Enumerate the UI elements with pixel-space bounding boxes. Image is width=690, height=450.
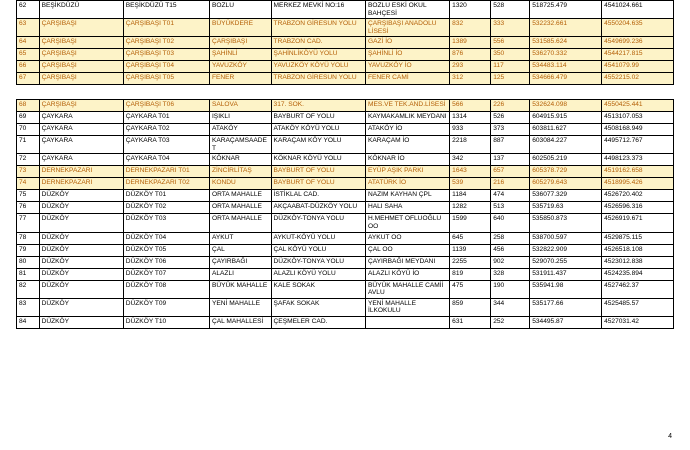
cell-bina: KAYMAKAMLIK MEYDANI xyxy=(365,112,449,124)
table-row xyxy=(17,1,674,19)
cell-y: 4526919.671 xyxy=(602,214,674,232)
cell-no: 75 xyxy=(17,190,40,202)
cell-bina: ALAZLI KÖYÜ İO xyxy=(365,268,449,280)
cell-cad: ATAKÖY KÖYÜ YOLU xyxy=(271,124,365,136)
cell-bina: ÇARŞIBAŞI ANADOLU LİSESİ xyxy=(365,19,449,37)
cell-x: 535719.63 xyxy=(530,202,602,214)
cell-y: 4526518.108 xyxy=(602,244,674,256)
cell-cad: ŞAFAK SOKAK xyxy=(271,298,365,316)
cell-mah: ÇAL xyxy=(209,244,271,256)
cell-kod: ÇAYKARA T01 xyxy=(123,112,209,124)
page-number: 4 xyxy=(668,433,672,440)
cell-kod: DÜZKÖY T01 xyxy=(123,190,209,202)
cell-a2: 216 xyxy=(491,178,530,190)
cell-bina: ÇAYIRBAĞI MEYDANI xyxy=(365,256,449,268)
cell-ilce: ÇARŞIBAŞI xyxy=(39,73,123,85)
table-row xyxy=(17,202,674,214)
table-row xyxy=(17,73,674,85)
cell-a2: 902 xyxy=(491,256,530,268)
cell-cad: ÇEŞMELER CAD. xyxy=(271,316,365,328)
cell-a1: 312 xyxy=(450,73,491,85)
cell-mah: ÇAYIRBAĞI xyxy=(209,256,271,268)
cell-ilce: BEŞİKDÜZÜ xyxy=(39,1,123,19)
cell-y: 4527031.42 xyxy=(602,316,674,328)
cell-y: 4529875.115 xyxy=(602,232,674,244)
cell-y: 4513107.053 xyxy=(602,112,674,124)
cell-mah: KÖKNAR xyxy=(209,154,271,166)
cell-no: 62 xyxy=(17,1,40,19)
cell-a2: 252 xyxy=(491,316,530,328)
cell-a1: 566 xyxy=(450,100,491,112)
cell-a2: 258 xyxy=(491,232,530,244)
cell-kod: DÜZKÖY T07 xyxy=(123,268,209,280)
cell-kod: DÜZKÖY T05 xyxy=(123,244,209,256)
cell-y: 4527462.37 xyxy=(602,280,674,298)
cell-y: 4526596.316 xyxy=(602,202,674,214)
table-row xyxy=(17,214,674,232)
cell-bina: FENER CAMİ xyxy=(365,73,449,85)
table-row xyxy=(17,268,674,280)
cell-a1: 342 xyxy=(450,154,491,166)
cell-x: 603084.227 xyxy=(530,136,602,154)
cell-kod: DÜZKÖY T09 xyxy=(123,298,209,316)
cell-ilce: DÜZKÖY xyxy=(39,232,123,244)
cell-mah: BÜYÜKDERE xyxy=(209,19,271,37)
cell-kod: ÇARŞIBAŞI T04 xyxy=(123,61,209,73)
cell-y: 4525485.57 xyxy=(602,298,674,316)
cell-cad: İSTİKLAL CAD. xyxy=(271,190,365,202)
cell-a2: 526 xyxy=(491,112,530,124)
cell-mah: ORTA MAHALLE xyxy=(209,202,271,214)
cell-cad: BAYBURT OF YOLU xyxy=(271,166,365,178)
cell-x: 518725.479 xyxy=(530,1,602,19)
cell-y: 4518995.426 xyxy=(602,178,674,190)
cell-bina: ATATÜRK İO xyxy=(365,178,449,190)
cell-a2: 556 xyxy=(491,37,530,49)
cell-ilce: ÇAYKARA xyxy=(39,112,123,124)
cell-kod: DÜZKÖY T04 xyxy=(123,232,209,244)
cell-ilce: ÇARŞIBAŞI xyxy=(39,61,123,73)
cell-y: 4541079.99 xyxy=(602,61,674,73)
cell-bina: BÜYÜK MAHALLE CAMİİ AVLU xyxy=(365,280,449,298)
cell-no: 83 xyxy=(17,298,40,316)
cell-x: 603811.627 xyxy=(530,124,602,136)
cell-x: 532232.661 xyxy=(530,19,602,37)
cell-x: 535177.66 xyxy=(530,298,602,316)
cell-kod: DÜZKÖY T02 xyxy=(123,202,209,214)
table-row xyxy=(17,19,674,37)
cell-bina: NAZIM KAYHAN ÇPL xyxy=(365,190,449,202)
cell-a1: 1599 xyxy=(450,214,491,232)
cell-x: 532624.098 xyxy=(530,100,602,112)
cell-cad: DÜZKÖY-TONYA YOLU xyxy=(271,256,365,268)
cell-ilce: DÜZKÖY xyxy=(39,190,123,202)
cell-no: 73 xyxy=(17,166,40,178)
table-row xyxy=(17,178,674,190)
cell-cad: AKÇAABAT-DÜZKÖY YOLU xyxy=(271,202,365,214)
cell-ilce: DERNEKPAZARI xyxy=(39,166,123,178)
cell-kod: BEŞİKDÜZÜ T15 xyxy=(123,1,209,19)
cell-mah: BÜYÜK MAHALLE xyxy=(209,280,271,298)
cell-cad: 317. SOK. xyxy=(271,100,365,112)
cell-mah: ALAZLI xyxy=(209,268,271,280)
cell-no: 68 xyxy=(17,100,40,112)
cell-mah: ATAKÖY xyxy=(209,124,271,136)
cell-no: 64 xyxy=(17,37,40,49)
table-row xyxy=(17,49,674,61)
cell-cad: MERKEZ MEVKİ NO:16 xyxy=(271,1,365,19)
cell-x: 605378.729 xyxy=(530,166,602,178)
cell-ilce: ÇAYKARA xyxy=(39,136,123,154)
cell-a2: 125 xyxy=(491,73,530,85)
cell-a1: 1184 xyxy=(450,190,491,202)
cell-cad: TRABZON GİRESUN YOLU xyxy=(271,73,365,85)
cell-kod: ÇAYKARA T03 xyxy=(123,136,209,154)
cell-a2: 456 xyxy=(491,244,530,256)
cell-kod: ÇARŞIBAŞI T06 xyxy=(123,100,209,112)
cell-cad: TRABZON CAD. xyxy=(271,37,365,49)
cell-kod: ÇARŞIBAŞI T03 xyxy=(123,49,209,61)
cell-ilce: ÇARŞIBAŞI xyxy=(39,49,123,61)
cell-ilce: DÜZKÖY xyxy=(39,202,123,214)
cell-x: 531585.624 xyxy=(530,37,602,49)
cell-a2: 640 xyxy=(491,214,530,232)
cell-x: 538700.597 xyxy=(530,232,602,244)
cell-x: 535850.873 xyxy=(530,214,602,232)
cell-no: 80 xyxy=(17,256,40,268)
cell-ilce: DÜZKÖY xyxy=(39,244,123,256)
cell-a1: 1282 xyxy=(450,202,491,214)
cell-ilce: ÇAYKARA xyxy=(39,154,123,166)
cell-a2: 117 xyxy=(491,61,530,73)
cell-x: 535941.98 xyxy=(530,280,602,298)
cell-mah: FENER xyxy=(209,73,271,85)
cell-a1: 1643 xyxy=(450,166,491,178)
cell-x: 529070.255 xyxy=(530,256,602,268)
cell-kod: ÇARŞIBAŞI T05 xyxy=(123,73,209,85)
cell-no: 77 xyxy=(17,214,40,232)
cell-bina: BOZLU ESKİ OKUL BAHÇESİ xyxy=(365,1,449,19)
cell-a2: 333 xyxy=(491,19,530,37)
cell-cad: KÖKNAR KÖYÜ YOLU xyxy=(271,154,365,166)
cell-cad: TRABZON GİRESUN YOLU xyxy=(271,19,365,37)
cell-bina: KÖKNAR İO xyxy=(365,154,449,166)
table-row xyxy=(17,100,674,112)
cell-kod: DÜZKÖY T03 xyxy=(123,214,209,232)
cell-mah: ZİNCİRLİTAŞ xyxy=(209,166,271,178)
cell-y: 4526720.402 xyxy=(602,190,674,202)
cell-a1: 1314 xyxy=(450,112,491,124)
cell-kod: DERNEKPAZARI T02 xyxy=(123,178,209,190)
cell-bina: ÇAL OO xyxy=(365,244,449,256)
cell-a1: 1389 xyxy=(450,37,491,49)
cell-ilce: DÜZKÖY xyxy=(39,316,123,328)
cell-ilce: DÜZKÖY xyxy=(39,256,123,268)
cell-a1: 1139 xyxy=(450,244,491,256)
cell-mah: KARAÇAMSAADET xyxy=(209,136,271,154)
table-row xyxy=(17,61,674,73)
cell-a2: 887 xyxy=(491,136,530,154)
cell-bina: H.MEHMET OFLUOĞLU OO xyxy=(365,214,449,232)
cell-x: 532822.909 xyxy=(530,244,602,256)
cell-mah: YENİ MAHALLE xyxy=(209,298,271,316)
cell-kod: DÜZKÖY T08 xyxy=(123,280,209,298)
cell-cad: BAYBURT OF YOLU xyxy=(271,112,365,124)
cell-a2: 226 xyxy=(491,100,530,112)
cell-a2: 190 xyxy=(491,280,530,298)
cell-x: 534483.114 xyxy=(530,61,602,73)
cell-mah: ORTA MAHALLE xyxy=(209,190,271,202)
cell-ilce: DÜZKÖY xyxy=(39,268,123,280)
cell-bina: MES.VE TEK.AND.LİSESİ xyxy=(365,100,449,112)
cell-x: 536077.329 xyxy=(530,190,602,202)
cell-y: 4549699.236 xyxy=(602,37,674,49)
cell-kod: DERNEKPAZARI T01 xyxy=(123,166,209,178)
cell-a1: 933 xyxy=(450,124,491,136)
cell-bina: ŞAHİNLİ İO xyxy=(365,49,449,61)
cell-x: 605279.643 xyxy=(530,178,602,190)
cell-mah: KONDU xyxy=(209,178,271,190)
cell-bina: KARAÇAM İO xyxy=(365,136,449,154)
cell-mah: YAVUZKÖY xyxy=(209,61,271,73)
cell-mah: IŞIKLI xyxy=(209,112,271,124)
cell-kod: ÇAYKARA T02 xyxy=(123,124,209,136)
cell-mah: ÇAL MAHALLESİ xyxy=(209,316,271,328)
cell-x: 534666.479 xyxy=(530,73,602,85)
cell-no: 70 xyxy=(17,124,40,136)
table-row xyxy=(17,166,674,178)
cell-bina: ATAKÖY İO xyxy=(365,124,449,136)
cell-a1: 539 xyxy=(450,178,491,190)
cell-no: 65 xyxy=(17,49,40,61)
table-row xyxy=(17,190,674,202)
cell-no: 76 xyxy=(17,202,40,214)
cell-y: 4550204.635 xyxy=(602,19,674,37)
cell-no: 66 xyxy=(17,61,40,73)
cell-a2: 528 xyxy=(491,1,530,19)
cell-ilce: ÇAYKARA xyxy=(39,124,123,136)
cell-a1: 631 xyxy=(450,316,491,328)
cell-ilce: DÜZKÖY xyxy=(39,214,123,232)
cell-y: 4519162.658 xyxy=(602,166,674,178)
cell-no: 74 xyxy=(17,178,40,190)
cell-ilce: DÜZKÖY xyxy=(39,280,123,298)
table-row xyxy=(17,136,674,154)
cell-bina: YAVUZKÖY İO xyxy=(365,61,449,73)
cell-y: 4541024.661 xyxy=(602,1,674,19)
cell-kod: DÜZKÖY T06 xyxy=(123,256,209,268)
cell-y: 4508168.949 xyxy=(602,124,674,136)
cell-ilce: DERNEKPAZARI xyxy=(39,178,123,190)
cell-bina: GAZİ İO xyxy=(365,37,449,49)
cell-no: 79 xyxy=(17,244,40,256)
cell-bina: AYKUT OO xyxy=(365,232,449,244)
cell-mah: BOZLU xyxy=(209,1,271,19)
cell-ilce: ÇARŞIBAŞI xyxy=(39,100,123,112)
table-row xyxy=(17,154,674,166)
cell-cad: YAVUZKÖY KÖYÜ YOLU xyxy=(271,61,365,73)
cell-ilce: ÇARŞIBAŞI xyxy=(39,19,123,37)
cell-a1: 859 xyxy=(450,298,491,316)
cell-kod: ÇARŞIBAŞI T02 xyxy=(123,37,209,49)
table-row xyxy=(17,316,674,328)
cell-ilce: ÇARŞIBAŞI xyxy=(39,37,123,49)
table-row xyxy=(17,298,674,316)
table-row xyxy=(17,280,674,298)
cell-a2: 657 xyxy=(491,166,530,178)
cell-no: 82 xyxy=(17,280,40,298)
cell-a2: 137 xyxy=(491,154,530,166)
table-row xyxy=(17,256,674,268)
table-gap xyxy=(0,85,690,99)
cell-mah: SALOVA xyxy=(209,100,271,112)
cell-no: 84 xyxy=(17,316,40,328)
cell-no: 72 xyxy=(17,154,40,166)
table-row xyxy=(17,244,674,256)
data-table-top xyxy=(16,0,674,85)
cell-cad: ŞAHİNLİKÖYÜ YOLU xyxy=(271,49,365,61)
cell-cad: AYKUT-KÖYÜ YOLU xyxy=(271,232,365,244)
cell-x: 536270.332 xyxy=(530,49,602,61)
cell-y: 4495712.767 xyxy=(602,136,674,154)
cell-a2: 344 xyxy=(491,298,530,316)
cell-bina xyxy=(365,316,449,328)
cell-a2: 373 xyxy=(491,124,530,136)
cell-a2: 474 xyxy=(491,190,530,202)
cell-mah: AYKUT xyxy=(209,232,271,244)
cell-no: 63 xyxy=(17,19,40,37)
table-row xyxy=(17,232,674,244)
cell-cad: DÜZKÖY-TONYA YOLU xyxy=(271,214,365,232)
cell-cad: BAYBURT OF YOLU xyxy=(271,178,365,190)
cell-x: 534495.87 xyxy=(530,316,602,328)
cell-y: 4544217.815 xyxy=(602,49,674,61)
cell-a1: 819 xyxy=(450,268,491,280)
cell-y: 4498123.373 xyxy=(602,154,674,166)
cell-mah: ORTA MAHALLE xyxy=(209,214,271,232)
cell-no: 69 xyxy=(17,112,40,124)
cell-kod: DÜZKÖY T10 xyxy=(123,316,209,328)
cell-no: 71 xyxy=(17,136,40,154)
cell-kod: ÇARŞIBAŞI T01 xyxy=(123,19,209,37)
cell-bina: YENİ MAHALLE İLKOKULU xyxy=(365,298,449,316)
cell-kod: ÇAYKARA T04 xyxy=(123,154,209,166)
cell-no: 81 xyxy=(17,268,40,280)
cell-bina: HALI SAHA xyxy=(365,202,449,214)
table-row xyxy=(17,124,674,136)
cell-a1: 2218 xyxy=(450,136,491,154)
cell-a2: 328 xyxy=(491,268,530,280)
cell-a1: 2255 xyxy=(450,256,491,268)
cell-x: 604915.915 xyxy=(530,112,602,124)
cell-a2: 350 xyxy=(491,49,530,61)
cell-cad: ALAZLI KÖYÜ YOLU xyxy=(271,268,365,280)
cell-x: 531911.437 xyxy=(530,268,602,280)
table-row xyxy=(17,112,674,124)
cell-mah: ÇARŞIBAŞI xyxy=(209,37,271,49)
cell-y: 4552215.02 xyxy=(602,73,674,85)
cell-a1: 293 xyxy=(450,61,491,73)
cell-cad: KARAÇAM KÖY YOLU xyxy=(271,136,365,154)
cell-ilce: DÜZKÖY xyxy=(39,298,123,316)
cell-a2: 513 xyxy=(491,202,530,214)
cell-no: 67 xyxy=(17,73,40,85)
data-table-bottom xyxy=(16,99,674,329)
cell-y: 4524235.894 xyxy=(602,268,674,280)
cell-bina: EYÜP AŞIK PARKI xyxy=(365,166,449,178)
cell-a1: 832 xyxy=(450,19,491,37)
table-row xyxy=(17,37,674,49)
cell-y: 4523012.838 xyxy=(602,256,674,268)
cell-y: 4550425.441 xyxy=(602,100,674,112)
cell-a1: 1320 xyxy=(450,1,491,19)
cell-a1: 876 xyxy=(450,49,491,61)
cell-x: 602505.219 xyxy=(530,154,602,166)
cell-a1: 645 xyxy=(450,232,491,244)
cell-mah: ŞAHİNLİ xyxy=(209,49,271,61)
cell-cad: KALE SOKAK xyxy=(271,280,365,298)
cell-cad: ÇAL KÖYÜ YOLU xyxy=(271,244,365,256)
cell-a1: 475 xyxy=(450,280,491,298)
cell-no: 78 xyxy=(17,232,40,244)
